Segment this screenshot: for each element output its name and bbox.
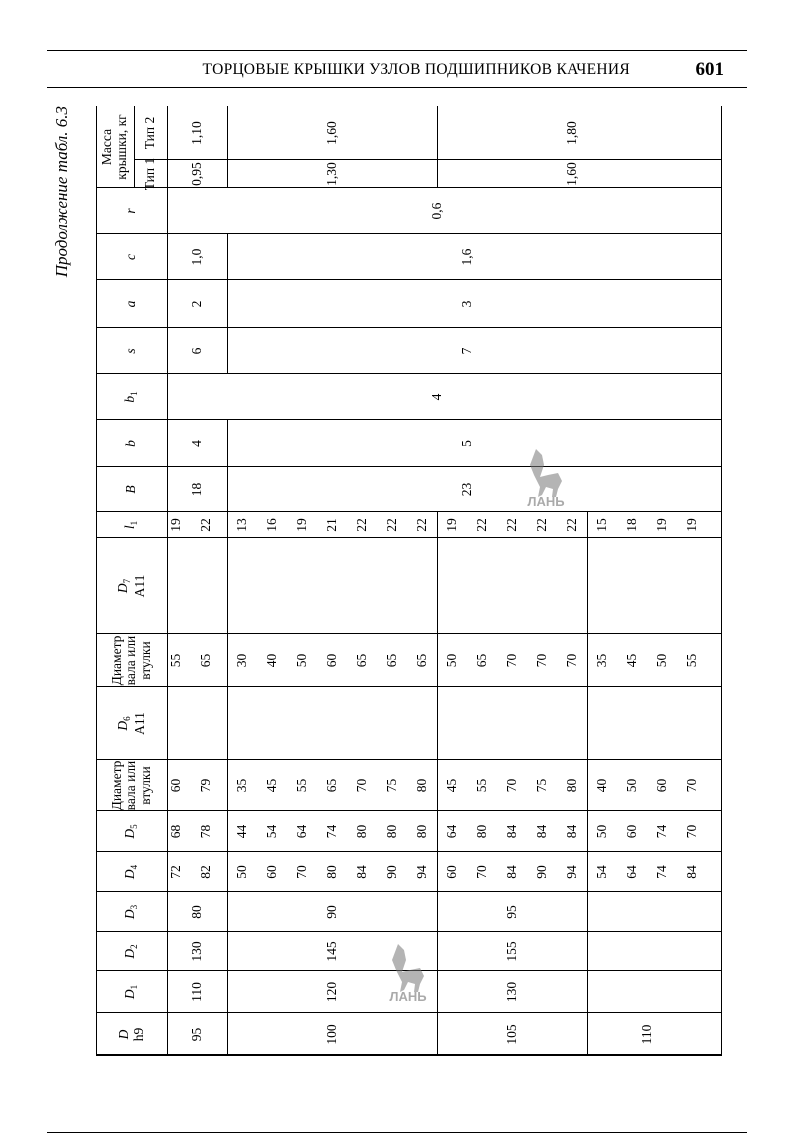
cell-c: 1,0 (188, 248, 204, 266)
cell-D5: 64 (293, 824, 309, 839)
cell-mass-type-1: 1,60 (563, 162, 579, 186)
table-caption: Продолжение табл. 6.3 (52, 106, 71, 278)
header-D5: $D_5$ (122, 824, 140, 839)
header-type-1: Тип 1 (142, 157, 158, 191)
cell-D5: 78 (198, 824, 214, 839)
cell-D4: 50 (233, 865, 249, 879)
header-r: r (123, 208, 139, 214)
cell-shaft2: 35 (593, 653, 609, 668)
cell-mass-type-1: 1,30 (323, 162, 339, 186)
cell-D: 95 (188, 1027, 204, 1042)
header-D4: $D_4$ (122, 864, 140, 880)
cell-D4: 70 (473, 865, 489, 879)
cell-l1: 18 (623, 518, 639, 532)
cell-s: 6 (188, 347, 204, 355)
cell-l1: 22 (473, 518, 489, 532)
cell-D5: 80 (473, 824, 489, 839)
footer-rule (47, 1132, 747, 1133)
cell-shaft1: 50 (623, 778, 639, 793)
header-b1: $b_1$ (122, 391, 140, 403)
cell-shaft2: 70 (503, 653, 519, 668)
cell-D: 110 (638, 1024, 654, 1045)
svg-text:ЛАНЬ: ЛАНЬ (389, 989, 427, 1002)
cell-D1: 130 (503, 981, 519, 1003)
cell-shaft2: 30 (233, 653, 249, 668)
cell-l1: 19 (653, 518, 669, 532)
cell-shaft1: 60 (653, 778, 669, 793)
cell-D: 105 (503, 1024, 519, 1045)
cell-D4: 80 (323, 865, 339, 879)
header-D2: $D_2$ (122, 944, 140, 959)
cell-D3: 90 (323, 905, 339, 919)
cell-shaft2: 70 (563, 653, 579, 668)
cell-shaft2: 40 (263, 653, 279, 668)
cell-shaft2: 50 (653, 653, 669, 668)
cell-D5: 80 (383, 824, 399, 839)
cell-D5: 70 (683, 824, 699, 839)
cell-l1: 22 (413, 518, 429, 532)
cell-shaft2: 60 (323, 653, 339, 668)
cell-shaft1: 75 (533, 778, 549, 793)
cell-shaft1: 70 (503, 778, 519, 793)
cell-D4: 94 (413, 865, 429, 879)
cell-D5: 84 (533, 824, 549, 839)
cell-mass-type-2: 1,80 (563, 121, 579, 145)
cell-D2: 130 (188, 941, 204, 962)
cell-D1: 110 (188, 982, 204, 1002)
cell-l1: 19 (683, 518, 699, 532)
cell-D5: 84 (503, 824, 519, 839)
cell-D5: 60 (623, 824, 639, 839)
cell-shaft2: 50 (293, 653, 309, 668)
cell-B: 23 (458, 482, 474, 497)
cell-D4: 94 (563, 865, 579, 879)
cell-D1: 120 (323, 981, 339, 1003)
cell-D5: 68 (168, 824, 184, 839)
page-number: 601 (695, 59, 724, 80)
cell-shaft1: 70 (683, 778, 699, 793)
cell-shaft1: 65 (323, 778, 339, 793)
cell-shaft2: 45 (623, 653, 639, 668)
cell-shaft2: 70 (533, 653, 549, 668)
cell-l1: 13 (233, 518, 249, 532)
header-shaft-diameter-1: Диаметр вала или втулки (108, 760, 153, 811)
group-sep-mid (437, 512, 438, 811)
cell-l1: 22 (383, 518, 399, 532)
rotated-content (42, 106, 722, 1056)
cell-D5: 74 (323, 824, 339, 839)
watermark-logo (380, 940, 436, 1002)
cell-shaft1: 40 (593, 778, 609, 793)
cell-c: 1,6 (458, 248, 474, 266)
cell-shaft2: 55 (683, 653, 699, 668)
cell-shaft1: 55 (293, 778, 309, 793)
cell-shaft1: 60 (168, 778, 184, 793)
cell-D3: 95 (503, 905, 519, 919)
watermark-logo (518, 445, 574, 507)
cell-D4: 74 (653, 865, 669, 879)
cell-a: 2 (188, 300, 204, 308)
cell-l1: 19 (168, 518, 184, 532)
cell-shaft1: 80 (413, 778, 429, 793)
cell-D3: 80 (188, 905, 204, 919)
cell-shaft2: 50 (443, 653, 459, 668)
cell-mass-type-2: 1,10 (188, 121, 204, 145)
header-D7: $D_7$ A11 (114, 574, 147, 598)
header-D: D h9 (115, 1027, 146, 1042)
cell-mass-type-1: 0,95 (188, 162, 204, 186)
cell-D5: 80 (353, 824, 369, 839)
header-s: s (123, 348, 139, 354)
cell-l1: 19 (293, 518, 309, 532)
header-mass: Масса крышки, кг (99, 114, 129, 180)
cell-D5: 84 (563, 824, 579, 839)
cell-shaft2: 65 (473, 653, 489, 668)
cell-D2: 155 (503, 941, 519, 962)
header-l1: $l_1$ (122, 520, 140, 530)
cell-r: 0,6 (428, 202, 444, 220)
frame-bottom (721, 106, 722, 1056)
cell-l1: 21 (323, 518, 339, 532)
cell-a: 3 (458, 300, 474, 308)
cell-D5: 44 (233, 824, 249, 839)
header-a: a (123, 300, 139, 308)
cell-D4: 70 (293, 865, 309, 879)
svg-text:ЛАНЬ: ЛАНЬ (527, 494, 565, 507)
cell-D4: 54 (593, 865, 609, 879)
cell-D4: 84 (353, 865, 369, 879)
cell-l1: 19 (443, 518, 459, 532)
cell-l1: 22 (353, 518, 369, 532)
cell-D5: 54 (263, 824, 279, 839)
cell-D5: 50 (593, 824, 609, 839)
cell-shaft1: 55 (473, 778, 489, 793)
cell-b: 5 (458, 440, 474, 447)
cell-l1: 22 (198, 518, 214, 532)
cell-D5: 64 (443, 824, 459, 839)
header-type-2: Тип 2 (142, 116, 158, 150)
cell-D4: 84 (503, 865, 519, 879)
cell-shaft2: 65 (353, 653, 369, 668)
cell-shaft1: 45 (263, 778, 279, 793)
cell-D5: 80 (413, 824, 429, 839)
header-rule-top (47, 50, 747, 51)
cell-s: 7 (458, 347, 474, 355)
cell-D4: 60 (443, 865, 459, 879)
cell-l1: 22 (563, 518, 579, 532)
header-b: b (123, 440, 139, 447)
cell-D5: 74 (653, 824, 669, 839)
cell-shaft2: 55 (168, 653, 184, 668)
cell-D: 100 (323, 1024, 339, 1045)
group-sep-mid (227, 512, 228, 811)
cell-shaft2: 65 (198, 653, 214, 668)
cell-shaft2: 65 (383, 653, 399, 668)
cell-D2: 145 (323, 941, 339, 962)
cell-shaft2: 65 (413, 653, 429, 668)
cell-B: 18 (188, 482, 204, 497)
group-sep-mid (587, 512, 588, 811)
cell-D4: 72 (168, 865, 184, 879)
cell-b1: 4 (428, 393, 444, 401)
cell-D4: 84 (683, 865, 699, 879)
header-rule-bottom (47, 87, 747, 88)
header-c: c (123, 254, 139, 260)
cell-l1: 22 (503, 518, 519, 532)
cell-shaft1: 75 (383, 778, 399, 793)
cell-l1: 16 (263, 518, 279, 532)
running-title: ТОРЦОВЫЕ КРЫШКИ УЗЛОВ ПОДШИПНИКОВ КАЧЕНИЯ (202, 61, 630, 78)
cell-shaft1: 45 (443, 778, 459, 793)
cell-l1: 15 (593, 518, 609, 532)
cell-D4: 64 (623, 865, 639, 879)
header-shaft-diameter-2: Диаметр вала или втулки (108, 635, 153, 686)
cell-mass-type-2: 1,60 (323, 121, 339, 145)
cell-shaft1: 35 (233, 778, 249, 793)
cell-D4: 82 (198, 865, 214, 879)
cell-shaft1: 80 (563, 778, 579, 793)
cell-b: 4 (188, 440, 204, 447)
header-B: B (123, 485, 139, 494)
cell-shaft1: 79 (198, 778, 214, 793)
cell-l1: 22 (533, 518, 549, 532)
cell-D4: 90 (533, 865, 549, 879)
cell-D4: 90 (383, 865, 399, 879)
header-D1: $D_1$ (122, 984, 140, 1000)
data-table (96, 106, 722, 1056)
header-D6: $D_6$ A11 (114, 712, 147, 735)
cell-shaft1: 70 (353, 778, 369, 793)
header-D3: $D_3$ (122, 904, 140, 920)
cell-D4: 60 (263, 865, 279, 879)
